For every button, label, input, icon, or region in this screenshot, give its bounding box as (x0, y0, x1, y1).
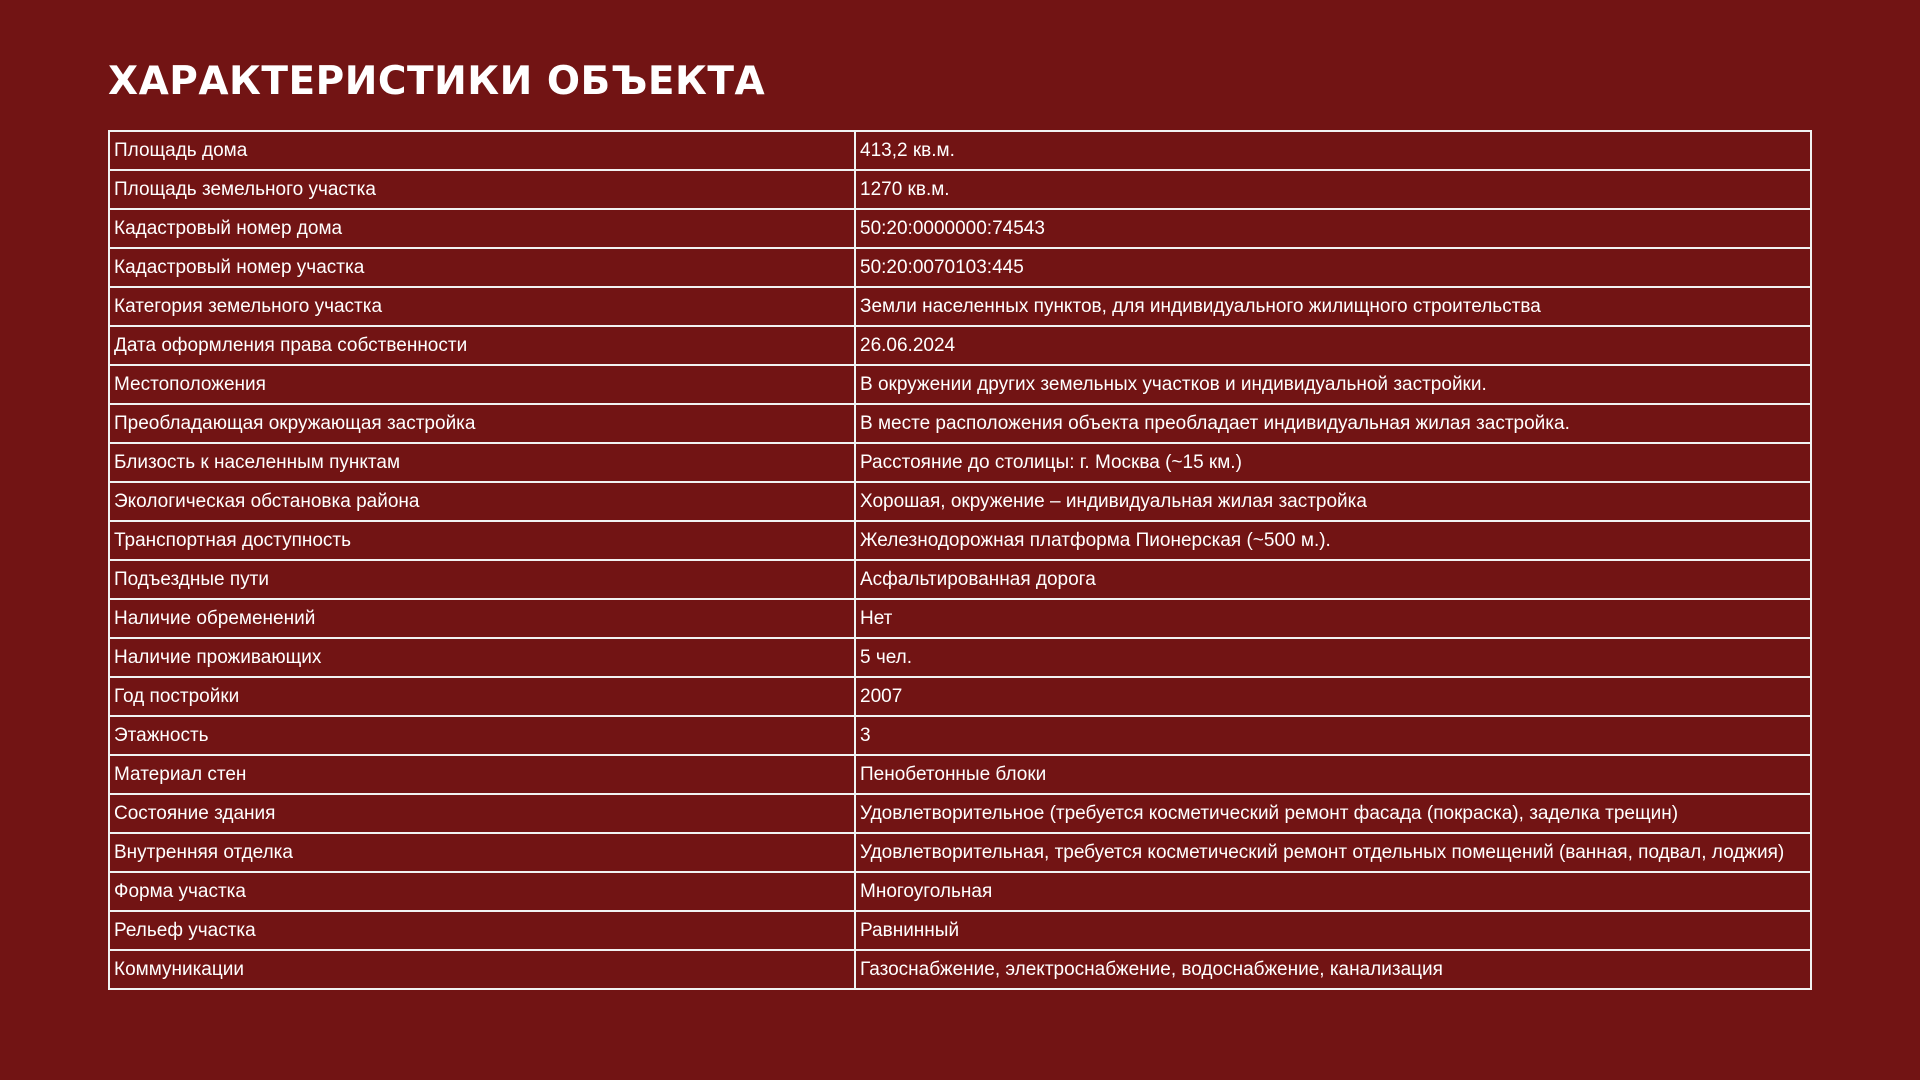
table-row (109, 560, 1811, 599)
row-value: Хорошая, окружение – индивидуальная жилая застройка (855, 482, 1811, 521)
table-row (109, 131, 1811, 170)
row-value: Нет (855, 599, 1811, 638)
row-label: Дата оформления права собственности (109, 326, 855, 365)
row-label: Местоположения (109, 365, 855, 404)
row-label: Наличие проживающих (109, 638, 855, 677)
row-label: Состояние здания (109, 794, 855, 833)
row-label: Наличие обременений (109, 599, 855, 638)
table-row (109, 677, 1811, 716)
row-value: 3 (855, 716, 1811, 755)
row-value: 5 чел. (855, 638, 1811, 677)
table-row (109, 287, 1811, 326)
table-row (109, 170, 1811, 209)
table-row (109, 443, 1811, 482)
table-row (109, 833, 1811, 872)
row-label: Кадастровый номер дома (109, 209, 855, 248)
row-value: В месте расположения объекта преобладает индивидуальная жилая застройка. (855, 404, 1811, 443)
table-row (109, 872, 1811, 911)
table-row (109, 716, 1811, 755)
property-characteristics-table (108, 130, 1812, 990)
row-label: Преобладающая окружающая застройка (109, 404, 855, 443)
table-row (109, 209, 1811, 248)
row-value: Пенобетонные блоки (855, 755, 1811, 794)
page-title: ХАРАКТЕРИСТИКИ ОБЪЕКТА (108, 59, 766, 104)
row-value: 1270 кв.м. (855, 170, 1811, 209)
table-row (109, 755, 1811, 794)
table-row (109, 404, 1811, 443)
table-row (109, 911, 1811, 950)
row-value: Асфальтированная дорога (855, 560, 1811, 599)
row-value: Равнинный (855, 911, 1811, 950)
table-row (109, 638, 1811, 677)
row-label: Форма участка (109, 872, 855, 911)
table-row (109, 599, 1811, 638)
row-label: Категория земельного участка (109, 287, 855, 326)
row-value: Многоугольная (855, 872, 1811, 911)
row-value: Удовлетворительная, требуется косметический ремонт отдельных помещений (ванная, подвал, лоджия) (855, 833, 1811, 872)
table-row (109, 950, 1811, 989)
table-row (109, 521, 1811, 560)
row-label: Экологическая обстановка района (109, 482, 855, 521)
row-label: Этажность (109, 716, 855, 755)
row-label: Подъездные пути (109, 560, 855, 599)
row-label: Близость к населенным пунктам (109, 443, 855, 482)
table-row (109, 326, 1811, 365)
row-value: Удовлетворительное (требуется косметический ремонт фасада (покраска), заделка трещин) (855, 794, 1811, 833)
row-label: Материал стен (109, 755, 855, 794)
table-row (109, 365, 1811, 404)
row-value: В окружении других земельных участков и индивидуальной застройки. (855, 365, 1811, 404)
table-row (109, 482, 1811, 521)
row-label: Внутренняя отделка (109, 833, 855, 872)
row-label: Год постройки (109, 677, 855, 716)
row-value: 50:20:0070103:445 (855, 248, 1811, 287)
row-value: 413,2 кв.м. (855, 131, 1811, 170)
row-value: 2007 (855, 677, 1811, 716)
row-value: 26.06.2024 (855, 326, 1811, 365)
row-value: Расстояние до столицы: г. Москва (~15 км.) (855, 443, 1811, 482)
table-row (109, 248, 1811, 287)
row-label: Коммуникации (109, 950, 855, 989)
row-value: 50:20:0000000:74543 (855, 209, 1811, 248)
table-row (109, 794, 1811, 833)
row-label: Кадастровый номер участка (109, 248, 855, 287)
row-value: Газоснабжение, электроснабжение, водоснабжение, канализация (855, 950, 1811, 989)
row-label: Транспортная доступность (109, 521, 855, 560)
row-value: Земли населенных пунктов, для индивидуального жилищного строительства (855, 287, 1811, 326)
row-label: Площадь земельного участка (109, 170, 855, 209)
row-label: Рельеф участка (109, 911, 855, 950)
row-label: Площадь дома (109, 131, 855, 170)
row-value: Железнодорожная платформа Пионерская (~500 м.). (855, 521, 1811, 560)
